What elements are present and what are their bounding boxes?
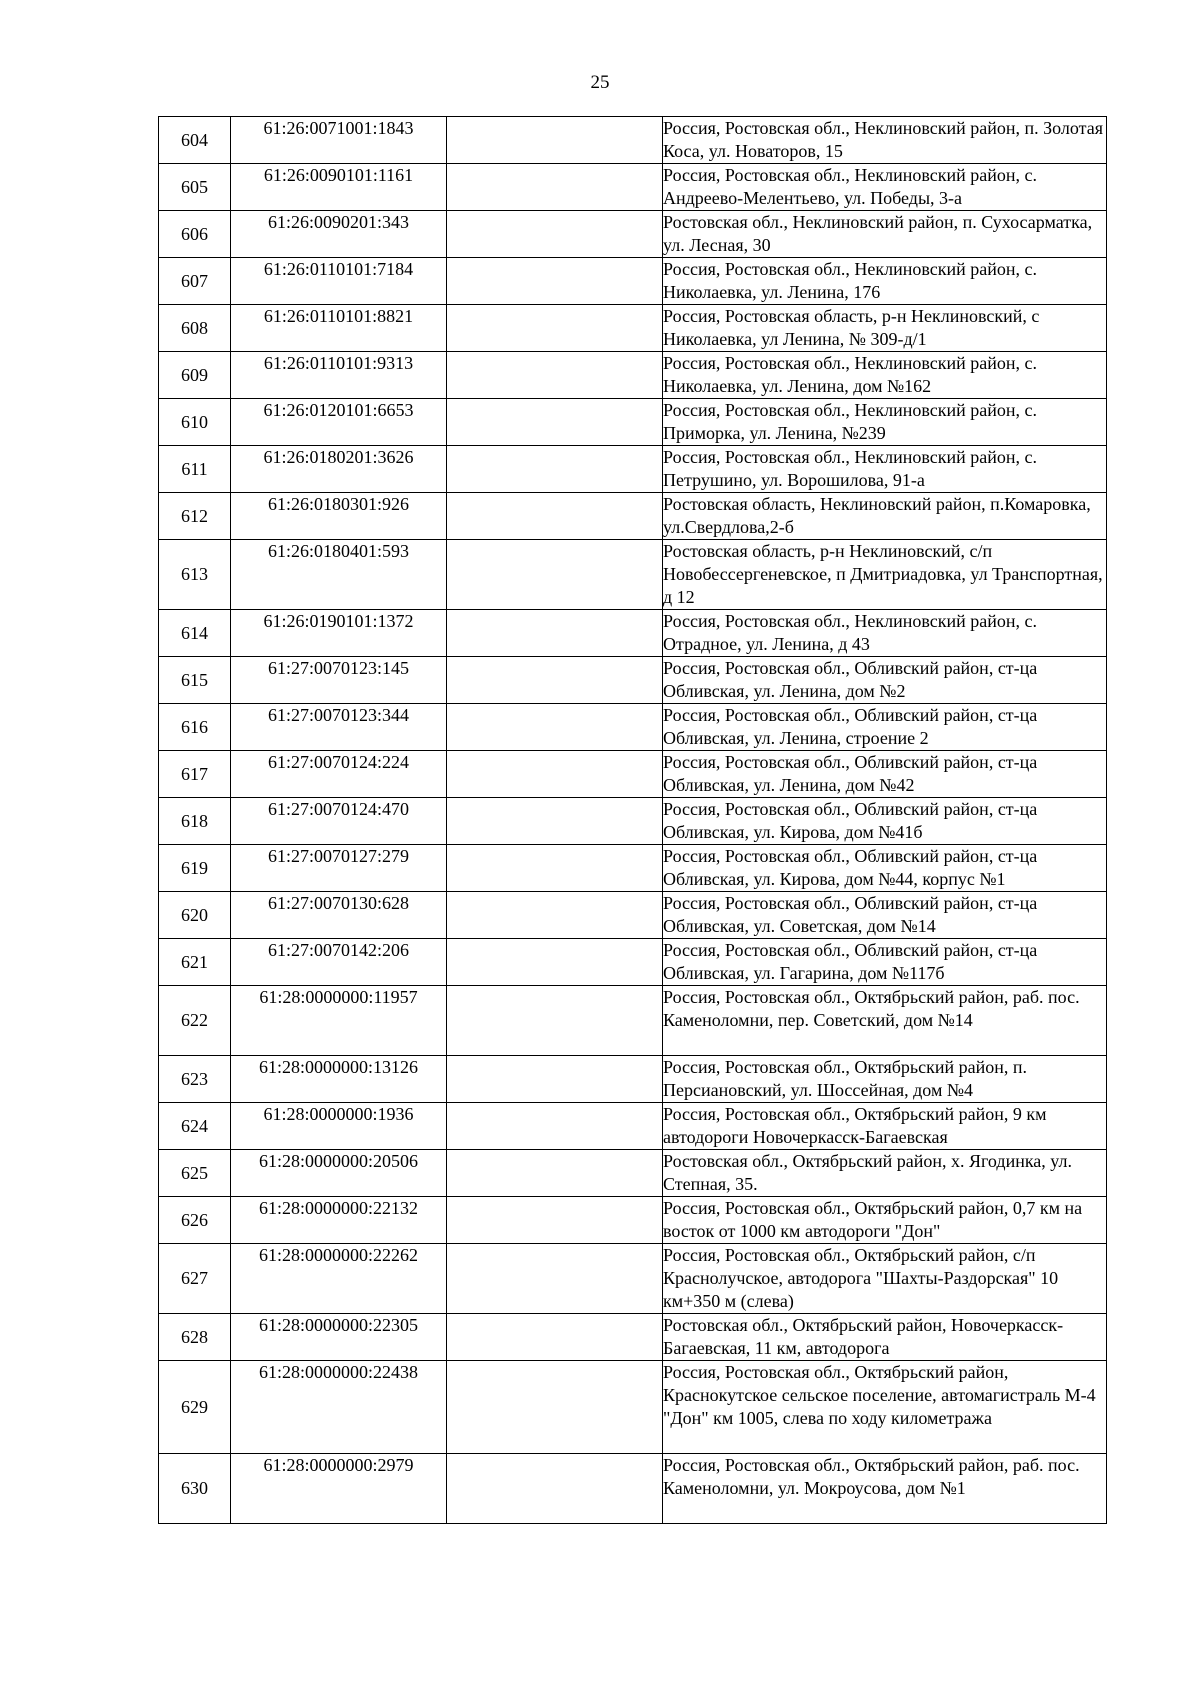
cadastral-number: 61:28:0000000:2979 bbox=[231, 1454, 447, 1524]
empty-cell bbox=[447, 1103, 663, 1150]
address: Россия, Ростовская обл., Неклиновский район, с. Петрушино, ул. Ворошилова, 91-а bbox=[663, 446, 1107, 493]
table-row bbox=[159, 704, 1107, 751]
table-row bbox=[159, 446, 1107, 493]
page-number: 25 bbox=[590, 72, 610, 93]
table-row bbox=[159, 610, 1107, 657]
table-row bbox=[159, 1314, 1107, 1361]
row-number: 623 bbox=[159, 1056, 231, 1103]
cadastral-number: 61:26:0110101:8821 bbox=[231, 305, 447, 352]
empty-cell bbox=[447, 939, 663, 986]
empty-cell bbox=[447, 258, 663, 305]
address: Россия, Ростовская обл., Неклиновский район, с. Николаевка, ул. Ленина, дом №162 bbox=[663, 352, 1107, 399]
row-number: 628 bbox=[159, 1314, 231, 1361]
address: Россия, Ростовская обл., Обливский район, ст-ца Обливская, ул. Кирова, дом №41б bbox=[663, 798, 1107, 845]
cadastral-number: 61:26:0180201:3626 bbox=[231, 446, 447, 493]
empty-cell bbox=[447, 845, 663, 892]
table-row bbox=[159, 1056, 1107, 1103]
row-number: 609 bbox=[159, 352, 231, 399]
row-number: 618 bbox=[159, 798, 231, 845]
table-row bbox=[159, 1103, 1107, 1150]
address: Россия, Ростовская область, р-н Неклиновский, с Николаевка, ул Ленина, № 309-д/1 bbox=[663, 305, 1107, 352]
address: Россия, Ростовская обл., Октябрьский район, раб. пос. Каменоломни, пер. Советский, дом №14 bbox=[663, 986, 1107, 1056]
table-row bbox=[159, 258, 1107, 305]
empty-cell bbox=[447, 704, 663, 751]
row-number: 627 bbox=[159, 1244, 231, 1314]
cadastral-number: 61:28:0000000:13126 bbox=[231, 1056, 447, 1103]
address: Россия, Ростовская обл., Обливский район, ст-ца Обливская, ул. Ленина, дом №42 bbox=[663, 751, 1107, 798]
table-row bbox=[159, 1361, 1107, 1454]
row-number: 620 bbox=[159, 892, 231, 939]
cadastral-number: 61:26:0090101:1161 bbox=[231, 164, 447, 211]
empty-cell bbox=[447, 1244, 663, 1314]
cadastral-number: 61:26:0071001:1843 bbox=[231, 117, 447, 164]
empty-cell bbox=[447, 211, 663, 258]
table-row bbox=[159, 798, 1107, 845]
address: Ростовская обл., Неклиновский район, п. Сухосарматка, ул. Лесная, 30 bbox=[663, 211, 1107, 258]
cadastral-number: 61:28:0000000:11957 bbox=[231, 986, 447, 1056]
address: Россия, Ростовская обл., Октябрьский район, 0,7 км на восток от 1000 км автодороги "Дон" bbox=[663, 1197, 1107, 1244]
row-number: 624 bbox=[159, 1103, 231, 1150]
table-row bbox=[159, 751, 1107, 798]
empty-cell bbox=[447, 305, 663, 352]
row-number: 630 bbox=[159, 1454, 231, 1524]
cadastral-number: 61:26:0110101:7184 bbox=[231, 258, 447, 305]
address: Россия, Ростовская обл., Обливский район, ст-ца Обливская, ул. Кирова, дом №44, корпус №1 bbox=[663, 845, 1107, 892]
row-number: 625 bbox=[159, 1150, 231, 1197]
row-number: 604 bbox=[159, 117, 231, 164]
cadastral-number: 61:28:0000000:22305 bbox=[231, 1314, 447, 1361]
address: Россия, Ростовская обл., Неклиновский район, с. Андреево-Мелентьево, ул. Победы, 3-а bbox=[663, 164, 1107, 211]
row-number: 613 bbox=[159, 540, 231, 610]
address: Россия, Ростовская обл., Октябрьский район, п. Персиановский, ул. Шоссейная, дом №4 bbox=[663, 1056, 1107, 1103]
table-row bbox=[159, 540, 1107, 610]
table-row bbox=[159, 211, 1107, 258]
cadastral-number: 61:26:0110101:9313 bbox=[231, 352, 447, 399]
table-row bbox=[159, 845, 1107, 892]
address: Россия, Ростовская обл., Неклиновский район, с. Отрадное, ул. Ленина, д 43 bbox=[663, 610, 1107, 657]
address: Россия, Ростовская обл., Неклиновский район, п. Золотая Коса, ул. Новаторов, 15 bbox=[663, 117, 1107, 164]
cadastral-number: 61:26:0180301:926 bbox=[231, 493, 447, 540]
address: Россия, Ростовская обл., Неклиновский район, с. Приморка, ул. Ленина, №239 bbox=[663, 399, 1107, 446]
table-row bbox=[159, 1454, 1107, 1524]
address: Россия, Ростовская обл., Октябрьский район, с/п Краснолучское, автодорога "Шахты-Раздорская" 10 км+350 м (слева) bbox=[663, 1244, 1107, 1314]
empty-cell bbox=[447, 892, 663, 939]
address: Россия, Ростовская обл., Октябрьский район, Краснокутское сельское поселение, автомагистраль М-4 "Дон" км 1005, слева по ходу километража bbox=[663, 1361, 1107, 1454]
table-row bbox=[159, 1244, 1107, 1314]
row-number: 619 bbox=[159, 845, 231, 892]
empty-cell bbox=[447, 986, 663, 1056]
cadastral-number: 61:26:0090201:343 bbox=[231, 211, 447, 258]
table-row bbox=[159, 493, 1107, 540]
empty-cell bbox=[447, 1314, 663, 1361]
table-row bbox=[159, 117, 1107, 164]
cadastral-number: 61:28:0000000:22262 bbox=[231, 1244, 447, 1314]
cadastral-number: 61:27:0070127:279 bbox=[231, 845, 447, 892]
row-number: 617 bbox=[159, 751, 231, 798]
address: Россия, Ростовская обл., Обливский район, ст-ца Обливская, ул. Советская, дом №14 bbox=[663, 892, 1107, 939]
cadastral-number: 61:27:0070124:470 bbox=[231, 798, 447, 845]
empty-cell bbox=[447, 1197, 663, 1244]
empty-cell bbox=[447, 493, 663, 540]
cadastral-number: 61:28:0000000:1936 bbox=[231, 1103, 447, 1150]
row-number: 626 bbox=[159, 1197, 231, 1244]
table-row bbox=[159, 892, 1107, 939]
table-row bbox=[159, 657, 1107, 704]
empty-cell bbox=[447, 540, 663, 610]
property-table-body bbox=[159, 117, 1107, 1524]
empty-cell bbox=[447, 352, 663, 399]
empty-cell bbox=[447, 1454, 663, 1524]
row-number: 606 bbox=[159, 211, 231, 258]
empty-cell bbox=[447, 1361, 663, 1454]
empty-cell bbox=[447, 798, 663, 845]
empty-cell bbox=[447, 1056, 663, 1103]
address: Россия, Ростовская обл., Октябрьский район, 9 км автодороги Новочеркасск-Багаевская bbox=[663, 1103, 1107, 1150]
row-number: 611 bbox=[159, 446, 231, 493]
row-number: 605 bbox=[159, 164, 231, 211]
address: Россия, Ростовская обл., Неклиновский район, с. Николаевка, ул. Ленина, 176 bbox=[663, 258, 1107, 305]
address: Ростовская обл., Октябрьский район, Новочеркасск-Багаевская, 11 км, автодорога bbox=[663, 1314, 1107, 1361]
cadastral-number: 61:28:0000000:20506 bbox=[231, 1150, 447, 1197]
table-row bbox=[159, 399, 1107, 446]
row-number: 621 bbox=[159, 939, 231, 986]
cadastral-number: 61:27:0070130:628 bbox=[231, 892, 447, 939]
address: Россия, Ростовская обл., Октябрьский район, раб. пос. Каменоломни, ул. Мокроусова, дом №1 bbox=[663, 1454, 1107, 1524]
address: Россия, Ростовская обл., Обливский район, ст-ца Обливская, ул. Ленина, дом №2 bbox=[663, 657, 1107, 704]
empty-cell bbox=[447, 1150, 663, 1197]
empty-cell bbox=[447, 164, 663, 211]
empty-cell bbox=[447, 610, 663, 657]
cadastral-number: 61:26:0190101:1372 bbox=[231, 610, 447, 657]
row-number: 612 bbox=[159, 493, 231, 540]
cadastral-number: 61:27:0070123:344 bbox=[231, 704, 447, 751]
address: Ростовская область, р-н Неклиновский, с/п Новобессергеневское, п Дмитриадовка, ул Транспортная, д 12 bbox=[663, 540, 1107, 610]
empty-cell bbox=[447, 446, 663, 493]
address: Россия, Ростовская обл., Обливский район, ст-ца Обливская, ул. Гагарина, дом №117б bbox=[663, 939, 1107, 986]
cadastral-number: 61:26:0180401:593 bbox=[231, 540, 447, 610]
cadastral-number: 61:27:0070124:224 bbox=[231, 751, 447, 798]
row-number: 622 bbox=[159, 986, 231, 1056]
address: Россия, Ростовская обл., Обливский район, ст-ца Обливская, ул. Ленина, строение 2 bbox=[663, 704, 1107, 751]
address: Ростовская обл., Октябрьский район, х. Ягодинка, ул. Степная, 35. bbox=[663, 1150, 1107, 1197]
row-number: 614 bbox=[159, 610, 231, 657]
table-row bbox=[159, 939, 1107, 986]
table-row bbox=[159, 986, 1107, 1056]
row-number: 629 bbox=[159, 1361, 231, 1454]
empty-cell bbox=[447, 399, 663, 446]
cadastral-number: 61:26:0120101:6653 bbox=[231, 399, 447, 446]
row-number: 615 bbox=[159, 657, 231, 704]
address: Ростовская область, Неклиновский район, п.Комаровка, ул.Свердлова,2-б bbox=[663, 493, 1107, 540]
table-row bbox=[159, 164, 1107, 211]
empty-cell bbox=[447, 657, 663, 704]
row-number: 607 bbox=[159, 258, 231, 305]
table-row bbox=[159, 305, 1107, 352]
table-row bbox=[159, 1150, 1107, 1197]
property-table bbox=[158, 116, 1107, 1524]
row-number: 616 bbox=[159, 704, 231, 751]
empty-cell bbox=[447, 751, 663, 798]
cadastral-number: 61:28:0000000:22438 bbox=[231, 1361, 447, 1454]
row-number: 610 bbox=[159, 399, 231, 446]
row-number: 608 bbox=[159, 305, 231, 352]
empty-cell bbox=[447, 117, 663, 164]
cadastral-number: 61:27:0070142:206 bbox=[231, 939, 447, 986]
table-row bbox=[159, 352, 1107, 399]
table-row bbox=[159, 1197, 1107, 1244]
cadastral-number: 61:27:0070123:145 bbox=[231, 657, 447, 704]
cadastral-number: 61:28:0000000:22132 bbox=[231, 1197, 447, 1244]
